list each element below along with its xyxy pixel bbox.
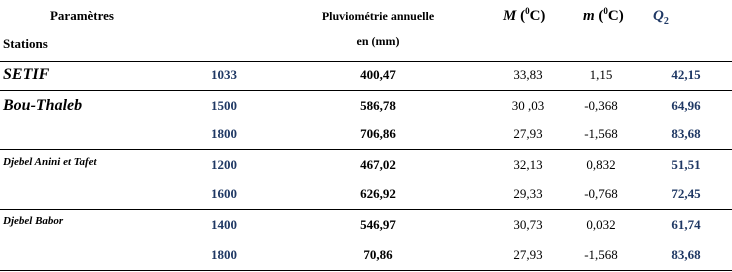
rule-setif-bottom — [0, 90, 732, 91]
M-value: 27,93 — [513, 247, 543, 262]
m-value: -1,568 — [584, 247, 618, 262]
pluviometry-value: 546,97 — [360, 217, 396, 232]
header-stations: Stations — [3, 36, 48, 51]
M-value: 30,73 — [513, 217, 543, 232]
M-value: 32,13 — [513, 157, 543, 172]
altitude-value: 1200 — [211, 157, 237, 172]
rule-anini-bottom — [0, 209, 732, 210]
header-M — [503, 6, 546, 24]
rule-table-bottom — [0, 270, 732, 271]
m-value: 0,832 — [586, 157, 616, 172]
station-name: SETIF — [3, 66, 50, 83]
header-pluviometrie-line2: en (mm) — [356, 34, 400, 48]
header-M-symbol: M — [503, 8, 517, 24]
pluviometry-value: 400,47 — [360, 67, 396, 82]
header-pluviometrie-line1: Pluviométrie annuelle — [321, 9, 435, 23]
pluviometry-value: 70,86 — [363, 247, 393, 262]
altitude-value: 1800 — [211, 126, 237, 141]
altitude-value: 1500 — [211, 98, 237, 113]
header-m-open: ( — [594, 8, 604, 24]
header-m-close: C) — [607, 8, 624, 24]
rule-bouthaleb-bottom — [0, 149, 732, 150]
m-value: -0,368 — [584, 98, 618, 113]
altitude-value: 1033 — [211, 67, 237, 82]
altitude-value: 1800 — [211, 247, 237, 262]
station-name: Djebel Babor — [3, 215, 64, 227]
header-m-sup: 0 — [603, 6, 608, 16]
pluviometry-value: 706,86 — [360, 126, 396, 141]
m-value: 0,032 — [586, 217, 616, 232]
altitude-value: 1400 — [211, 217, 237, 232]
header-m-symbol: m — [583, 8, 595, 24]
Q2-value: 61,74 — [671, 217, 701, 232]
pluviometry-value: 626,92 — [360, 186, 396, 201]
station-name: Bou-Thaleb — [3, 97, 83, 114]
M-value: 29,33 — [513, 186, 543, 201]
M-value: 27,93 — [513, 126, 543, 141]
m-value: -0,768 — [584, 186, 618, 201]
Q2-value: 42,15 — [671, 67, 701, 82]
altitude-value: 1600 — [211, 186, 237, 201]
header-Q2 — [653, 8, 669, 27]
m-value: -1,568 — [584, 126, 618, 141]
Q2-value: 72,45 — [671, 186, 701, 201]
header-M-sup: 0 — [525, 6, 530, 16]
Q2-value: 51,51 — [671, 157, 701, 172]
M-value: 33,83 — [513, 67, 543, 82]
Q2-value: 83,68 — [671, 247, 701, 262]
header-parametres: Paramètres — [49, 8, 115, 23]
station-name: Djebel Anini et Tafet — [3, 156, 97, 168]
header-Q-sub: 2 — [663, 16, 669, 27]
rule-header-bottom — [0, 61, 732, 62]
header-M-open: ( — [516, 8, 526, 24]
header-Q-symbol: Q — [653, 8, 664, 24]
pluviometry-value: 586,78 — [360, 98, 396, 113]
header-m — [583, 6, 624, 24]
pluviometry-value: 467,02 — [360, 157, 396, 172]
Q2-value: 64,96 — [671, 98, 701, 113]
header-M-close: C) — [529, 8, 546, 24]
Q2-value: 83,68 — [671, 126, 701, 141]
M-value: 30 ,03 — [511, 98, 545, 113]
m-value: 1,15 — [589, 67, 613, 82]
